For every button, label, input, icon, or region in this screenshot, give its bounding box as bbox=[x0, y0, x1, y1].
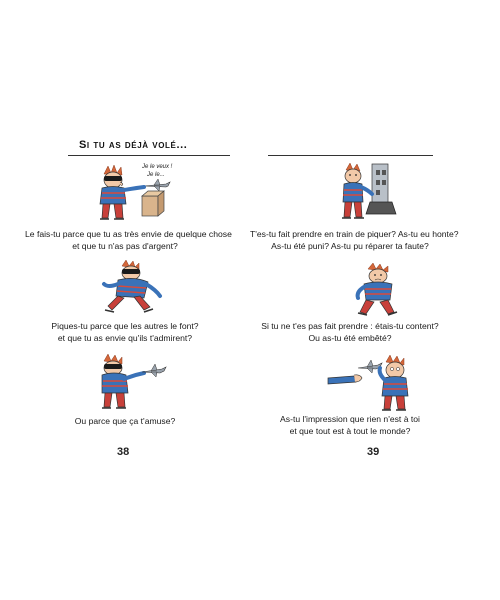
question-block-2 bbox=[25, 320, 225, 344]
illustration-worried-boy bbox=[348, 262, 408, 318]
illustration-caught-at-machine bbox=[330, 160, 410, 222]
question-line: et que tu n'as pas d'argent? bbox=[72, 241, 178, 251]
question-block-6 bbox=[250, 413, 450, 437]
question-line: Piques-tu parce que les autres le font? bbox=[51, 321, 199, 331]
page-number: 39 bbox=[367, 446, 380, 458]
question-line: As-tu été puni? As-tu pu réparer ta faute? bbox=[271, 241, 429, 251]
question-line: T'es-tu fait prendre en train de piquer? As-tu eu honte? bbox=[250, 229, 459, 239]
illustration-sneaking-thief bbox=[100, 260, 170, 318]
question-block-3 bbox=[25, 415, 225, 427]
question-block-1 bbox=[25, 228, 232, 252]
question-block-4 bbox=[250, 228, 459, 252]
speech-line-1: Je le veux ! bbox=[142, 164, 173, 170]
question-line: Si tu ne t'es pas fait prendre : étais-tu content? bbox=[261, 321, 439, 331]
question-line: Le fais-tu parce que tu as très envie de quelque chose bbox=[25, 229, 232, 239]
speech-line-2: Je le... bbox=[147, 172, 165, 178]
chapter-title: Si tu as déjà volé... bbox=[79, 139, 188, 151]
title-rule bbox=[268, 155, 433, 156]
illustration-plane-taken bbox=[328, 354, 414, 412]
question-line: et que tout est à tout le monde? bbox=[289, 426, 411, 436]
illustration-thief-with-box bbox=[92, 160, 182, 222]
question-line: Ou parce que ça t'amuse? bbox=[74, 416, 176, 426]
question-line: et que tu as envie qu'ils t'admirent? bbox=[57, 333, 193, 343]
illustration-thief-with-plane bbox=[98, 353, 170, 411]
right-page bbox=[250, 0, 500, 600]
question-line: As-tu l'impression que rien n'est à toi bbox=[280, 414, 420, 424]
question-block-5 bbox=[250, 320, 450, 344]
title-rule bbox=[68, 155, 230, 156]
question-line: Ou as-tu été embêté? bbox=[308, 333, 392, 343]
page-number: 38 bbox=[117, 446, 130, 458]
